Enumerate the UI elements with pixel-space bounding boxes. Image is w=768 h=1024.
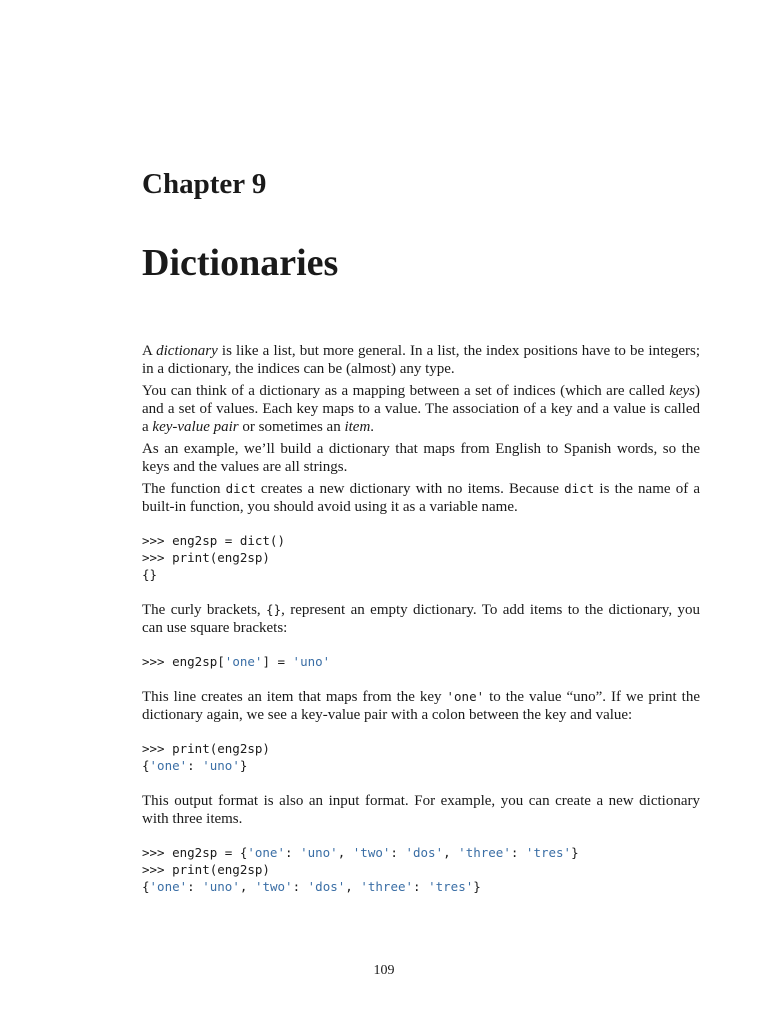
- string-literal: 'one': [149, 879, 188, 894]
- code-block-4: >>> eng2sp = {'one': 'uno', 'two': 'dos', 'three': 'tres'} >>> print(eng2sp) {'one': 'uno', 'two': 'dos', 'three': 'tres'}: [142, 845, 579, 894]
- paragraph-1: A dictionary is like a list, but more general. In a list, the index positions have to be integers; in a dictionary, the indices can be (almost) any type.: [142, 343, 700, 377]
- page-number: 109: [373, 963, 395, 978]
- code-block-3: >>> print(eng2sp) {'one': 'uno'}: [142, 741, 270, 773]
- string-literal: 'one': [224, 654, 263, 669]
- term-keys: keys: [669, 383, 695, 399]
- string-literal: 'dos': [405, 845, 444, 860]
- string-literal: 'three': [458, 845, 511, 860]
- term-key-value-pair: key-value pair: [152, 419, 239, 435]
- paragraph-2: You can think of a dictionary as a mapping between a set of indices (which are called keys) and a set of values. Each key maps to a value. The association of a key and a value is called a key-value pair or sometimes an item.: [142, 383, 700, 435]
- string-literal: 'tres': [525, 845, 572, 860]
- paragraph-6: This line creates an item that maps from the key 'one' to the value “uno”. If we print the dictionary again, we see a key-value pair with a colon between the key and value:: [142, 689, 700, 723]
- code-line: >>> eng2sp = dict(): [142, 533, 285, 548]
- string-literal: 'one': [247, 845, 285, 860]
- inline-code-braces: {}: [266, 602, 282, 617]
- chapter-body: [142, 342, 700, 913]
- inline-code-dict: dict: [225, 481, 256, 496]
- string-literal: 'three': [360, 879, 414, 894]
- code-line: {}: [142, 567, 158, 582]
- inline-code-one: 'one': [446, 689, 485, 704]
- string-literal: 'uno': [202, 758, 240, 773]
- code-block-2: >>> eng2sp['one'] = 'uno': [142, 654, 331, 669]
- string-literal: 'tres': [428, 879, 474, 894]
- string-literal: 'one': [149, 758, 188, 773]
- paragraph-7: This output format is also an input format. For example, you can create a new dictionary with three items.: [142, 793, 700, 827]
- string-literal: 'two': [352, 845, 391, 860]
- inline-code-dict: dict: [564, 481, 595, 496]
- string-literal: 'dos': [307, 879, 346, 894]
- chapter-label: Chapter 9: [142, 168, 267, 200]
- paragraph-4: The function dict creates a new dictionary with no items. Because dict is the name of a built-in function, you should avoid using it as a variable name.: [142, 481, 701, 515]
- term-dictionary: dictionary: [156, 343, 218, 359]
- chapter-title: Dictionaries: [142, 242, 339, 284]
- paragraph-5: The curly brackets, {}, represent an empty dictionary. To add items to the dictionary, you can use square brackets:: [142, 602, 700, 636]
- term-item: item: [344, 419, 371, 435]
- string-literal: 'two': [254, 879, 293, 894]
- code-block-1: [142, 532, 700, 583]
- string-literal: 'uno': [300, 845, 338, 860]
- string-literal: 'uno': [202, 879, 240, 894]
- string-literal: 'uno': [292, 654, 331, 669]
- paragraph-3: As an example, we’ll build a dictionary that maps from English to Spanish words, so the keys and the values are all strings.: [142, 441, 700, 475]
- code-line: >>> print(eng2sp): [142, 550, 270, 565]
